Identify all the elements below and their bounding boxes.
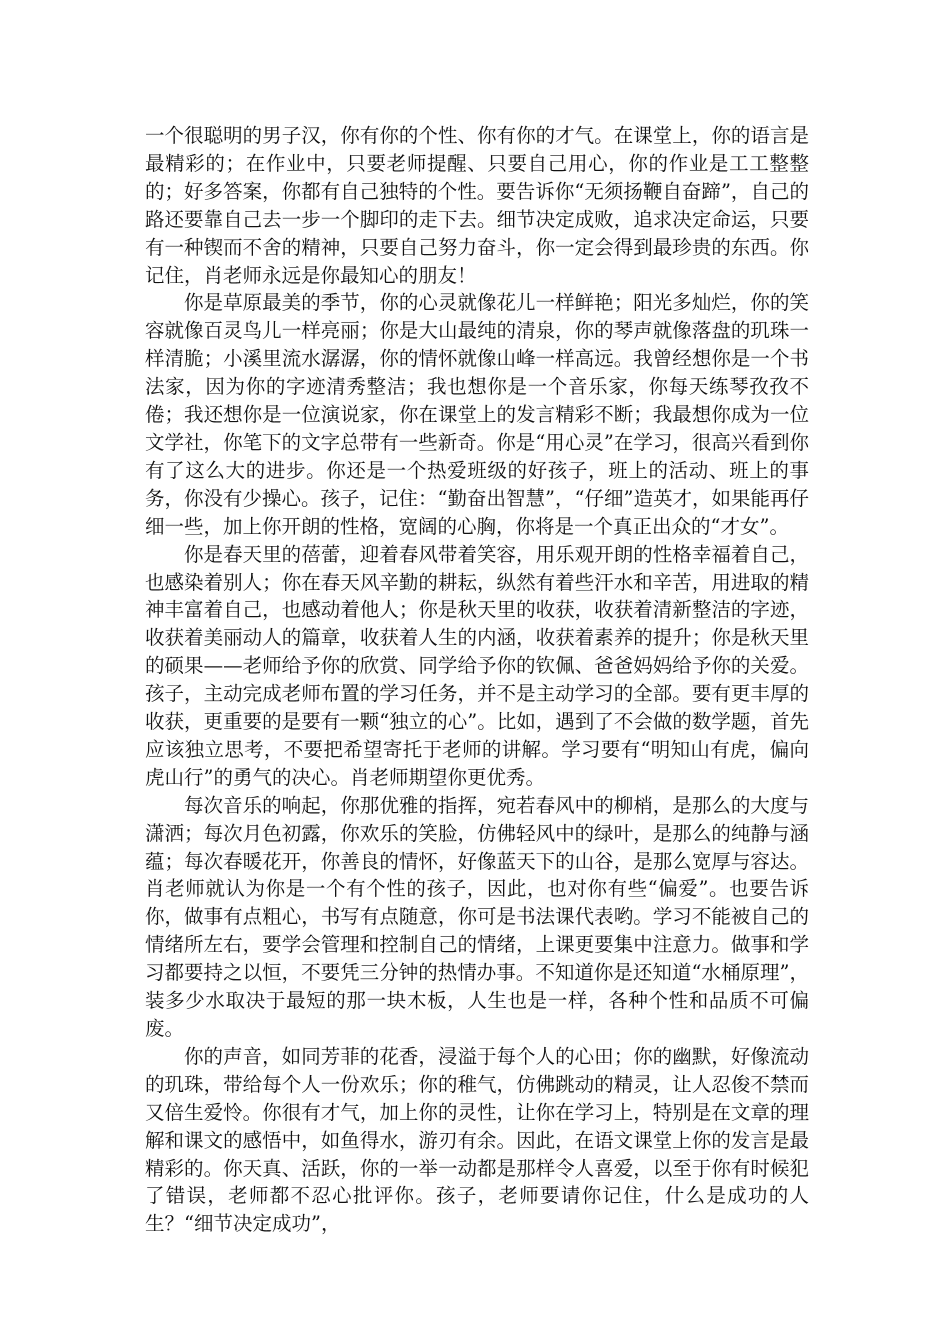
paragraph-5: 你的声音，如同芳菲的花香，浸溢于每个人的心田；你的幽默，好像流动的玑珠，带给每个人一份欢乐；你的稚气，仿佛跳动的精灵，让人忍俊不禁而又倍生爱怜。你很有才气，加上你的灵性，让你在学习上，特别是在文章的理解和课文的感悟中，如鱼得水，游刃有余。因此，在语文课堂上你的发言是最精彩的。你天真、活跃，你的一举一动都是那样令人喜爱，以至于你有时候犯了错误，老师都不忍心批评你。孩子，老师要请你记住，什么是成功的人生？“细节决定成功”， [145, 1044, 809, 1236]
paragraph-3: 你是春天里的蓓蕾，迎着春风带着笑容，用乐观开朗的性格幸福着自己，也感染着别人；你在春天风辛勤的耕耘，纵然有着些汗水和辛苦，用进取的精神丰富着自己，也感动着他人；你是秋天里的收获，收获着清新整洁的字迹，收获着美丽动人的篇章，收获着人生的内涵，收获着素养的提升；你是秋天里的硕果——老师给予你的欣赏、同学给予你的钦佩、爸爸妈妈给予你的关爱。孩子，主动完成老师布置的学习任务，并不是主动学习的全部。要有更丰厚的收获，更重要的是要有一颗“独立的心”。比如，遇到了不会做的数学题，首先应该独立思考，不要把希望寄托于老师的讲解。学习要有“明知山有虎，偏向虎山行”的勇气的决心。肖老师期望你更优秀。 [145, 542, 809, 789]
paragraph-4: 每次音乐的响起，你那优雅的指挥，宛若春风中的柳梢，是那么的大度与潇洒；每次月色初露，你欢乐的笑脸，仿佛轻风中的绿叶，是那么的纯静与涵蕴；每次春暖花开，你善良的情怀，好像蓝天下的山谷，是那么宽厚与容达。肖老师就认为你是一个有个性的孩子，因此，也对你有些“偏爱”。也要告诉你，做事有点粗心，书写有点随意，你可是书法课代表哟。学习不能被自己的情绪所左右，要学会管理和控制自己的情绪，上课更要集中注意力。做事和学习都要持之以恒，不要凭三分钟的热情办事。不知道你是还知道“水桶原理”，装多少水取决于最短的那一块木板，人生也是一样，各种个性和品质不可偏废。 [145, 793, 809, 1040]
paragraph-2: 你是草原最美的季节，你的心灵就像花儿一样鲜艳；阳光多灿烂，你的笑容就像百灵鸟儿一样亮丽；你是大山最纯的清泉，你的琴声就像落盘的玑珠一样清脆；小溪里流水潺潺，你的情怀就像山峰一样高远。我曾经想你是一个书法家，因为你的字迹清秀整洁；我也想你是一个音乐家，你每天练琴孜孜不倦；我还想你是一位演说家，你在课堂上的发言精彩不断；我最想你成为一位文学社，你笔下的文字总带有一些新奇。你是“用心灵”在学习，很高兴看到你有了这么大的进步。你还是一个热爱班级的好孩子，班上的活动、班上的事务，你没有少操心。孩子，记住：“勤奋出智慧”，“仔细”造英才，如果能再仔细一些，加上你开朗的性格，宽阔的心胸，你将是一个真正出众的“才女”。 [145, 291, 809, 538]
paragraph-1: 一个很聪明的男子汉，你有你的个性、你有你的才气。在课堂上，你的语言是最精彩的；在作业中，只要老师提醒、只要自己用心，你的作业是工工整整的；好多答案，你都有自己独特的个性。要告诉你“无须扬鞭自奋蹄”，自己的路还要靠自己去一步一个脚印的走下去。细节决定成败，追求决定命运，只要有一种锲而不舍的精神，只要自己努力奋斗，你一定会得到最珍贵的东西。你记住，肖老师永远是你最知心的朋友！ [145, 124, 809, 287]
document-body [145, 122, 809, 1238]
